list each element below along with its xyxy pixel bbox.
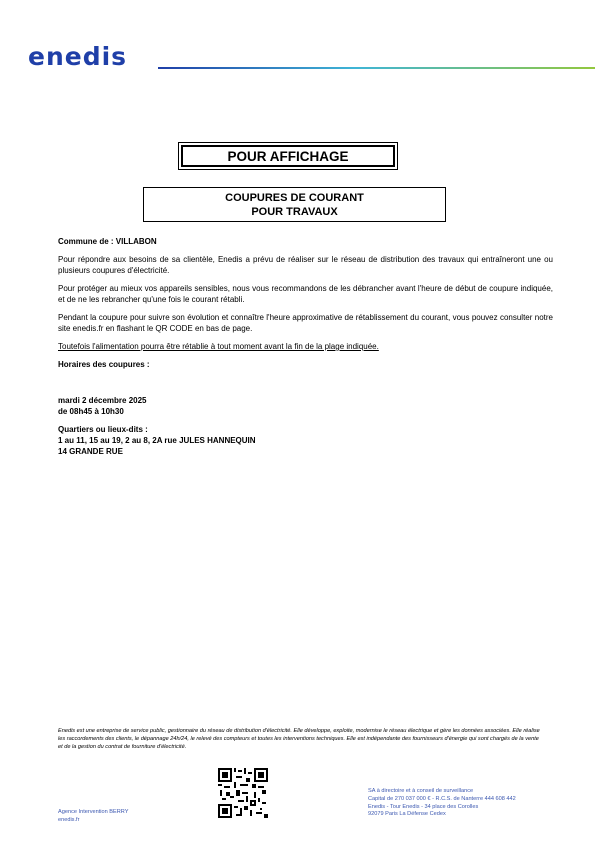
quartier-2: 14 GRANDE RUE	[58, 447, 123, 456]
paragraph-2: Pour protéger au mieux vos appareils sensibles, nous vous recommandons de les débrancher avant l'heure de début de coupure indiquée, et de ne les rebrancher qu'une fois le courant rétabli.	[58, 284, 553, 304]
title-line1: COUPURES DE COURANT	[225, 192, 364, 204]
coupure-date: mardi 2 décembre 2025	[58, 396, 147, 405]
addr-line4: 92079 Paris La Défense Cedex	[368, 811, 446, 818]
quartier-1: 1 au 11, 15 au 19, 2 au 8, 2A rue JULES HANNEQUIN	[58, 436, 256, 445]
addr-line3: Enedis - Tour Enedis - 34 place des Corolles	[368, 803, 479, 810]
paragraph-4: Toutefois l'alimentation pourra être rétablie à tout moment avant la fin de la plage indiquée.	[58, 342, 379, 351]
company-address	[368, 788, 516, 819]
addr-line2: Capital de 270 037 000 € - R.C.S. de Nanterre 444 608 442	[368, 795, 516, 802]
commune: Commune de : VILLABON	[58, 237, 157, 246]
paragraph-1: Pour répondre aux besoins de sa clientèle, Enedis a prévu de réaliser sur le réseau de distribution des travaux qui entraîneront une ou plusieurs coupures d'électricité.	[58, 255, 553, 275]
title-line2: POUR TRAVAUX	[251, 206, 338, 218]
title-box	[143, 187, 446, 222]
agence-info	[58, 809, 128, 825]
enedis-logo	[28, 42, 127, 72]
qr-code-icon[interactable]	[218, 768, 268, 818]
addr-line1: SA à directoire et à conseil de surveillance	[368, 788, 474, 794]
website-link[interactable]: enedis.fr	[58, 816, 80, 823]
affichage-label: POUR AFFICHAGE	[181, 145, 395, 167]
quartiers-label: Quartiers ou lieux-dits :	[58, 425, 148, 434]
notice-content	[58, 236, 553, 457]
affichage-box	[178, 142, 398, 170]
logo-text: enedis	[28, 42, 128, 71]
paragraph-3: Pendant la coupure pour suivre son évolution et connaître l'heure approximative de rétablissement du courant, vous pouvez consulter notre site enedis.fr en flashant le QR CODE en bas de page.	[58, 313, 553, 333]
footer-disclaimer: Enedis est une entreprise de service public, gestionnaire du réseau de distribution d'électricité. Elle développe, exploite, modernise le réseau électrique et gère les données associées. Elle réalise les raccordements des clients, le dépannage 24h/24, le relevé des compteurs et toutes les interventions techniques. Elle est indépendante des fournisseurs d'énergie qui sont chargés de la vente et de la gestion du contrat de fourniture d'électricité.	[58, 728, 540, 750]
logo-divider-line	[158, 67, 595, 69]
coupure-time: de 08h45 à 10h30	[58, 407, 124, 416]
agence-name: Agence Intervention BERRY	[58, 809, 129, 815]
horaires-label: Horaires des coupures :	[58, 360, 150, 369]
